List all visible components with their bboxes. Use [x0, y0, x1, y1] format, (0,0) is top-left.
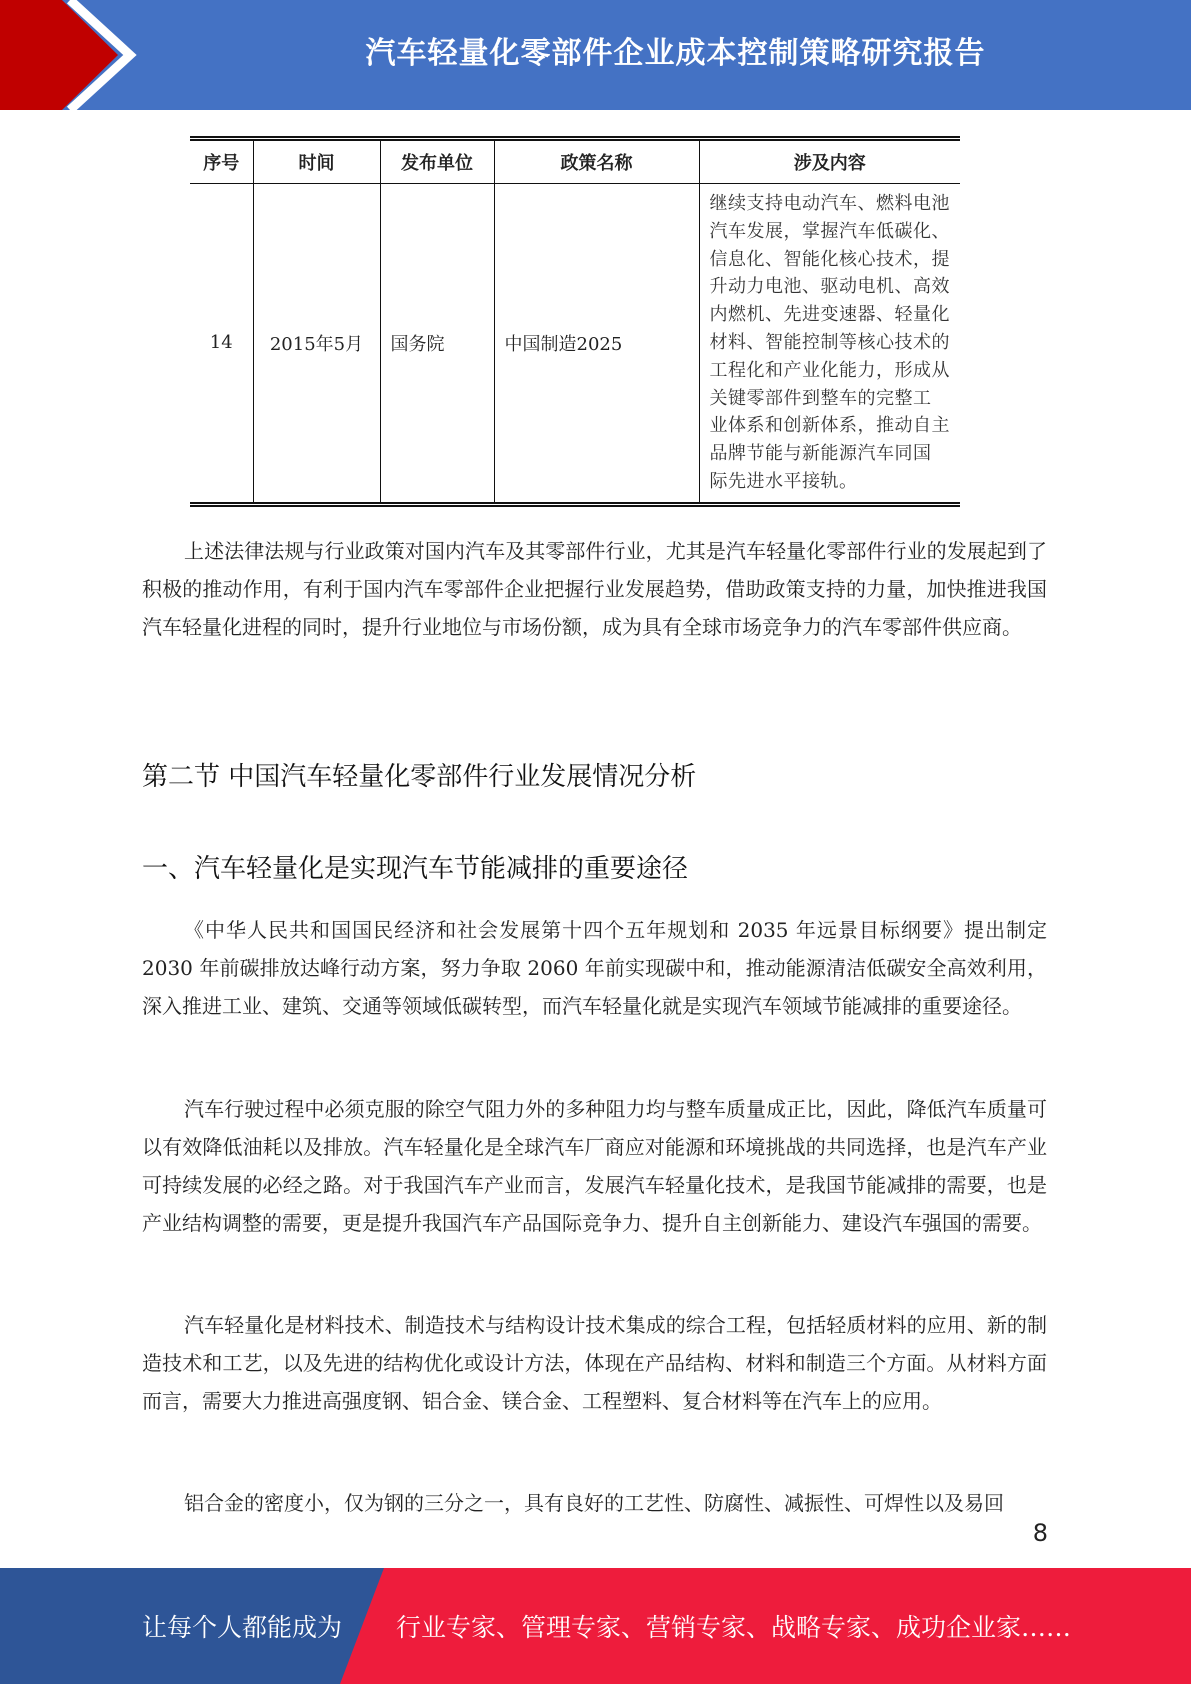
content-line: 材料、智能控制等核心技术的	[709, 331, 950, 353]
paragraph-carbon-goals: 《中华人民共和国国民经济和社会发展第十四个五年规划和 2035 年远景目标纲要》提出制定 2030 年前碳排放达峰行动方案，努力争取 2060 年前实现碳中和，推动能源清洁低碳安全高效利用，深入推进工业、建筑、交通等领域低碳转型，而汽车轻量化就是实现汽车领域节能减排的重要途径。	[142, 918, 1047, 1018]
content-line: 继续支持电动汽车、燃料电池	[709, 193, 950, 214]
table-header-row	[190, 139, 960, 184]
report-title: 汽车轻量化零部件企业成本控制策略研究报告	[365, 36, 986, 71]
paragraph-policy-summary: 上述法律法规与行业政策对国内汽车及其零部件行业，尤其是汽车轻量化零部件行业的发展起到了积极的推动作用，有利于国内汽车零部件企业把握行业发展趋势，借助政策支持的力量，加快推进我国汽车轻量化进程的同时，提升行业地位与市场份额，成为具有全球市场竞争力的汽车零部件供应商。	[142, 539, 1047, 639]
policy-table	[190, 136, 960, 507]
subsection-heading: 一、汽车轻量化是实现汽车节能减排的重要途径	[142, 854, 689, 884]
col-header-date: 时间	[253, 139, 380, 184]
table-row	[190, 184, 960, 505]
content-line: 业体系和创新体系，推动自主	[709, 415, 950, 437]
content-line: 际先进水平接轨。	[709, 470, 858, 492]
content-line: 升动力电池、驱动电机、高效	[709, 276, 950, 298]
content-line: 工程化和产业化能力，形成从	[709, 359, 950, 381]
cell-policy: 中国制造2025	[494, 184, 699, 505]
content-line: 信息化、智能化核心技术，提	[709, 248, 950, 270]
col-header-no: 序号	[190, 139, 253, 184]
content-line: 关键零部件到整车的完整工	[709, 387, 932, 409]
cell-date: 2015年5月	[253, 184, 380, 505]
paragraph-aluminum: 铝合金的密度小，仅为钢的三分之一，具有良好的工艺性、防腐性、减振性、可焊性以及易回	[184, 1491, 1004, 1515]
content-line: 内燃机、先进变速器、轻量化	[709, 304, 950, 326]
content-line: 品牌节能与新能源汽车同国	[709, 443, 932, 465]
page-footer	[0, 1568, 1191, 1684]
page-number: 8	[1032, 1519, 1048, 1547]
paragraph-lightweight-engineering: 汽车轻量化是材料技术、制造技术与结构设计技术集成的综合工程，包括轻质材料的应用、新的制造技术和工艺，以及先进的结构优化或设计方法，体现在产品结构、材料和制造三个方面。从材料方面而言，需要大力推进高强度钢、铝合金、镁合金、工程塑料、复合材料等在汽车上的应用。	[142, 1313, 1047, 1413]
cell-issuer: 国务院	[380, 184, 494, 505]
col-header-policy: 政策名称	[494, 139, 699, 184]
col-header-content: 涉及内容	[699, 139, 960, 184]
cell-content	[699, 184, 960, 505]
cell-no: 14	[190, 184, 253, 505]
section-heading: 第二节 中国汽车轻量化零部件行业发展情况分析	[142, 762, 697, 792]
footer-slogan-right: 行业专家、管理专家、营销专家、战略专家、成功企业家……	[396, 1613, 1072, 1642]
page-header	[0, 0, 1191, 110]
footer-slogan-left: 让每个人都能成为	[142, 1613, 343, 1642]
chevron-arrow-icon	[0, 0, 160, 110]
content-line: 汽车发展，掌握汽车低碳化、	[709, 220, 950, 242]
paragraph-vehicle-mass: 汽车行驶过程中必须克服的除空气阻力外的多种阻力均与整车质量成正比，因此，降低汽车质量可以有效降低油耗以及排放。汽车轻量化是全球汽车厂商应对能源和环境挑战的共同选择，也是汽车产业可持续发展的必经之路。对于我国汽车产业而言，发展汽车轻量化技术，是我国节能减排的需要，也是产业结构调整的需要，更是提升我国汽车产品国际竞争力、提升自主创新能力、建设汽车强国的需要。	[142, 1097, 1047, 1235]
col-header-issuer: 发布单位	[380, 139, 494, 184]
